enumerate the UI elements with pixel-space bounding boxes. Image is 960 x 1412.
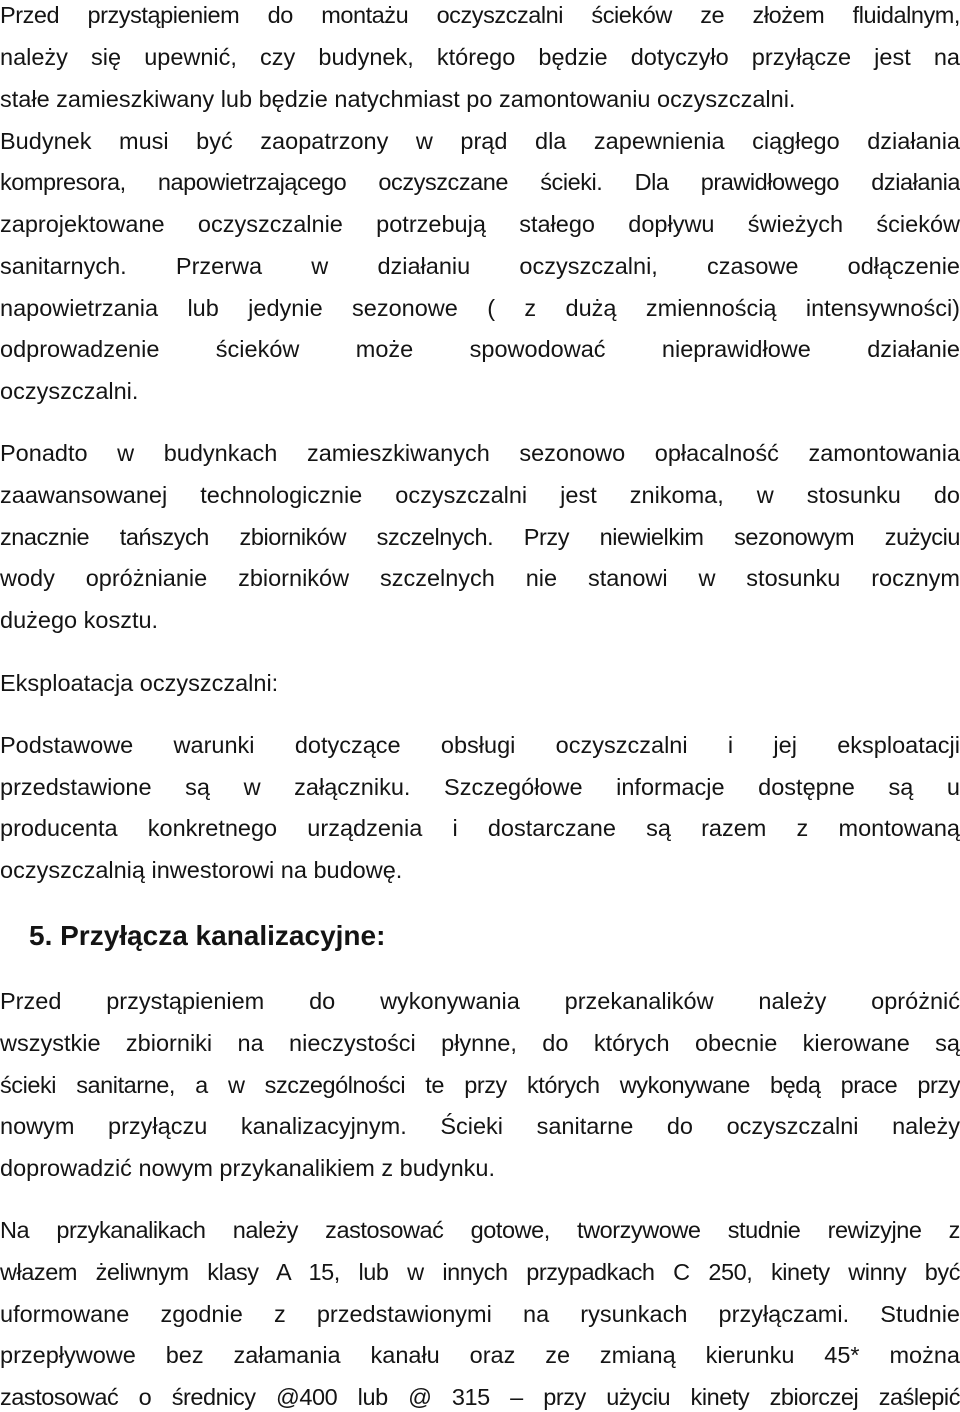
text-line: Ponadto w budynkach zamieszkiwanych sezonowo opłacalność zamontowania — [0, 440, 960, 466]
text-line: włazem żeliwnym klasy A 15, lub w innych przypadkach C 250, kinety winny być — [0, 1259, 960, 1285]
text-line: zastosować o średnicy @400 lub @ 315 – przy użyciu kinety zbiorczej zaślepić — [0, 1384, 960, 1410]
text-line: należy się upewnić, czy budynek, którego będzie dotyczyło przyłącze jest na — [0, 44, 960, 70]
text-line: wody opróżnianie zbiorników szczelnych nie stanowi w stosunku rocznym — [0, 565, 960, 591]
text-line: oczyszczalni. — [0, 378, 139, 404]
text-line: przepływowe bez załamania kanału oraz ze zmianą kierunku 45* można — [0, 1342, 960, 1368]
text-line: Budynek musi być zaopatrzony w prąd dla zapewnienia ciągłego działania — [0, 128, 960, 154]
text-line: producenta konkretnego urządzenia i dostarczane są razem z montowaną — [0, 815, 960, 841]
text-line: zaawansowanej technologicznie oczyszczalni jest znikoma, w stosunku do — [0, 482, 960, 508]
text-line: dużego kosztu. — [0, 607, 159, 633]
text-line: Na przykanalikach należy zastosować gotowe, tworzywowe studnie rewizyjne z — [0, 1217, 960, 1243]
section-heading: 5. Przyłącza kanalizacyjne: — [29, 920, 386, 951]
text-line: stałe zamieszkiwany lub będzie natychmiast po zamontowaniu oczyszczalni. — [0, 86, 796, 112]
text-line: Podstawowe warunki dotyczące obsługi oczyszczalni i jej eksploatacji — [0, 732, 960, 758]
text-line: napowietrzania lub jedynie sezonowe ( z dużą zmiennością intensywności) — [0, 295, 960, 321]
text-line: wszystkie zbiorniki na nieczystości płynne, do których obecnie kierowane są — [0, 1030, 960, 1056]
text-line: uformowane zgodnie z przedstawionymi na rysunkach przyłączami. Studnie — [0, 1301, 960, 1327]
text-line: oczyszczalnią inwestorowi na budowę. — [0, 857, 403, 883]
text-line: nowym przyłączu kanalizacyjnym. Ścieki sanitarne do oczyszczalni należy — [0, 1113, 960, 1139]
text-line: przedstawione są w załączniku. Szczegółowe informacje dostępne są u — [0, 774, 960, 800]
text-line: doprowadzić nowym przykanalikiem z budynku. — [0, 1155, 496, 1181]
text-line: zaprojektowane oczyszczalnie potrzebują stałego dopływu świeżych ścieków — [0, 211, 960, 237]
text-line: Przed przystąpieniem do montażu oczyszczalni ścieków ze złożem fluidalnym, — [0, 2, 960, 28]
text-line: znacznie tańszych zbiorników szczelnych. Przy niewielkim sezonowym zużyciu — [0, 524, 960, 550]
text-line: ścieki sanitarne, a w szczególności te przy których wykonywane będą prace przy — [0, 1072, 960, 1098]
text-line: kompresora, napowietrzającego oczyszczane ścieki. Dla prawidłowego działania — [0, 169, 960, 195]
text-line: sanitarnych. Przerwa w działaniu oczyszczalni, czasowe odłączenie — [0, 253, 960, 279]
text-line: Przed przystąpieniem do wykonywania przekanalików należy opróżnić — [0, 988, 960, 1014]
text-line: odprowadzenie ścieków może spowodować nieprawidłowe działanie — [0, 336, 960, 362]
subheading-operation: Eksploatacja oczyszczalni: — [0, 670, 279, 696]
